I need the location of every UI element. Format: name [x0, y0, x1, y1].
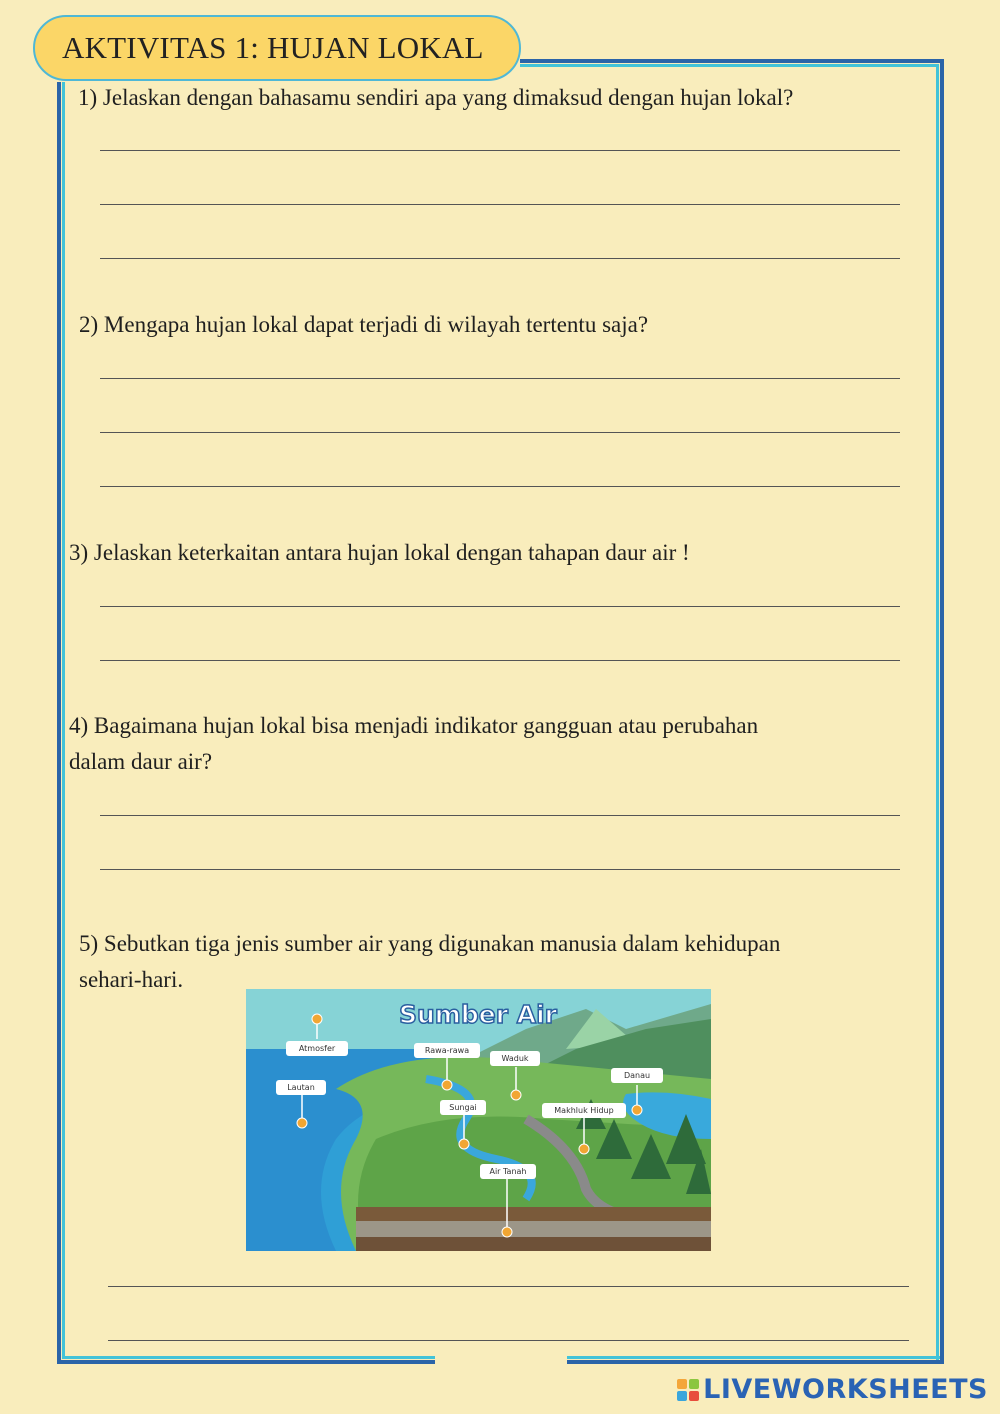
answer-line[interactable] [100, 258, 900, 259]
label-sungai: Sungai [449, 1103, 477, 1112]
label-makhluk-hidup: Makhluk Hidup [554, 1106, 614, 1115]
frame-top [520, 59, 944, 63]
label-air-tanah: Air Tanah [489, 1167, 527, 1176]
answer-line[interactable] [100, 486, 900, 487]
page-title: AKTIVITAS 1: HUJAN LOKAL [33, 15, 521, 81]
label-lautan: Lautan [287, 1083, 315, 1092]
frame-bottom-left [57, 1360, 435, 1364]
answer-line[interactable] [100, 606, 900, 607]
frame-bottom-right [567, 1360, 944, 1364]
question-2: 2) Mengapa hujan lokal dapat terjadi di wilayah tertentu saja? [79, 312, 649, 337]
answer-line[interactable] [100, 150, 900, 151]
answer-line[interactable] [100, 869, 900, 870]
question-4-line-2: dalam daur air? [69, 749, 213, 774]
water-sources-illustration [246, 989, 711, 1251]
frame-right [940, 59, 944, 1364]
answer-line[interactable] [100, 815, 900, 816]
answer-line[interactable] [108, 1286, 909, 1287]
illustration-title: Sumber Air [399, 1000, 557, 1029]
question-1: 1) Jelaskan dengan bahasamu sendiri apa yang dimaksud dengan hujan lokal? [78, 85, 794, 110]
answer-line[interactable] [100, 378, 900, 379]
question-3: 3) Jelaskan keterkaitan antara hujan lokal dengan tahapan daur air ! [69, 540, 690, 565]
question-4-line-1: 4) Bagaimana hujan lokal bisa menjadi indikator gangguan atau perubahan [69, 713, 759, 738]
water-sources-svg [246, 989, 711, 1251]
frame-bottom-left-accent [62, 1356, 435, 1359]
answer-line[interactable] [108, 1340, 909, 1341]
brand-name: LIVEWORKSHEETS [703, 1374, 988, 1405]
frame-right-accent [936, 64, 939, 1360]
answer-line[interactable] [100, 660, 900, 661]
frame-top-accent [520, 64, 936, 67]
label-waduk: Waduk [501, 1054, 529, 1063]
label-atmosfer: Atmosfer [298, 1044, 336, 1053]
frame-left [57, 82, 61, 1364]
label-rawa-rawa: Rawa-rawa [424, 1046, 470, 1055]
answer-line[interactable] [100, 432, 900, 433]
liveworksheets-icon [677, 1379, 699, 1401]
liveworksheets-logo[interactable] [677, 1374, 988, 1405]
label-danau: Danau [623, 1071, 651, 1080]
question-5-line-2: sehari-hari. [79, 967, 184, 992]
frame-bottom-right-accent [567, 1356, 940, 1359]
frame-left-accent [62, 82, 65, 1358]
question-5-line-1: 5) Sebutkan tiga jenis sumber air yang digunakan manusia dalam kehidupan [79, 931, 781, 956]
answer-line[interactable] [100, 204, 900, 205]
